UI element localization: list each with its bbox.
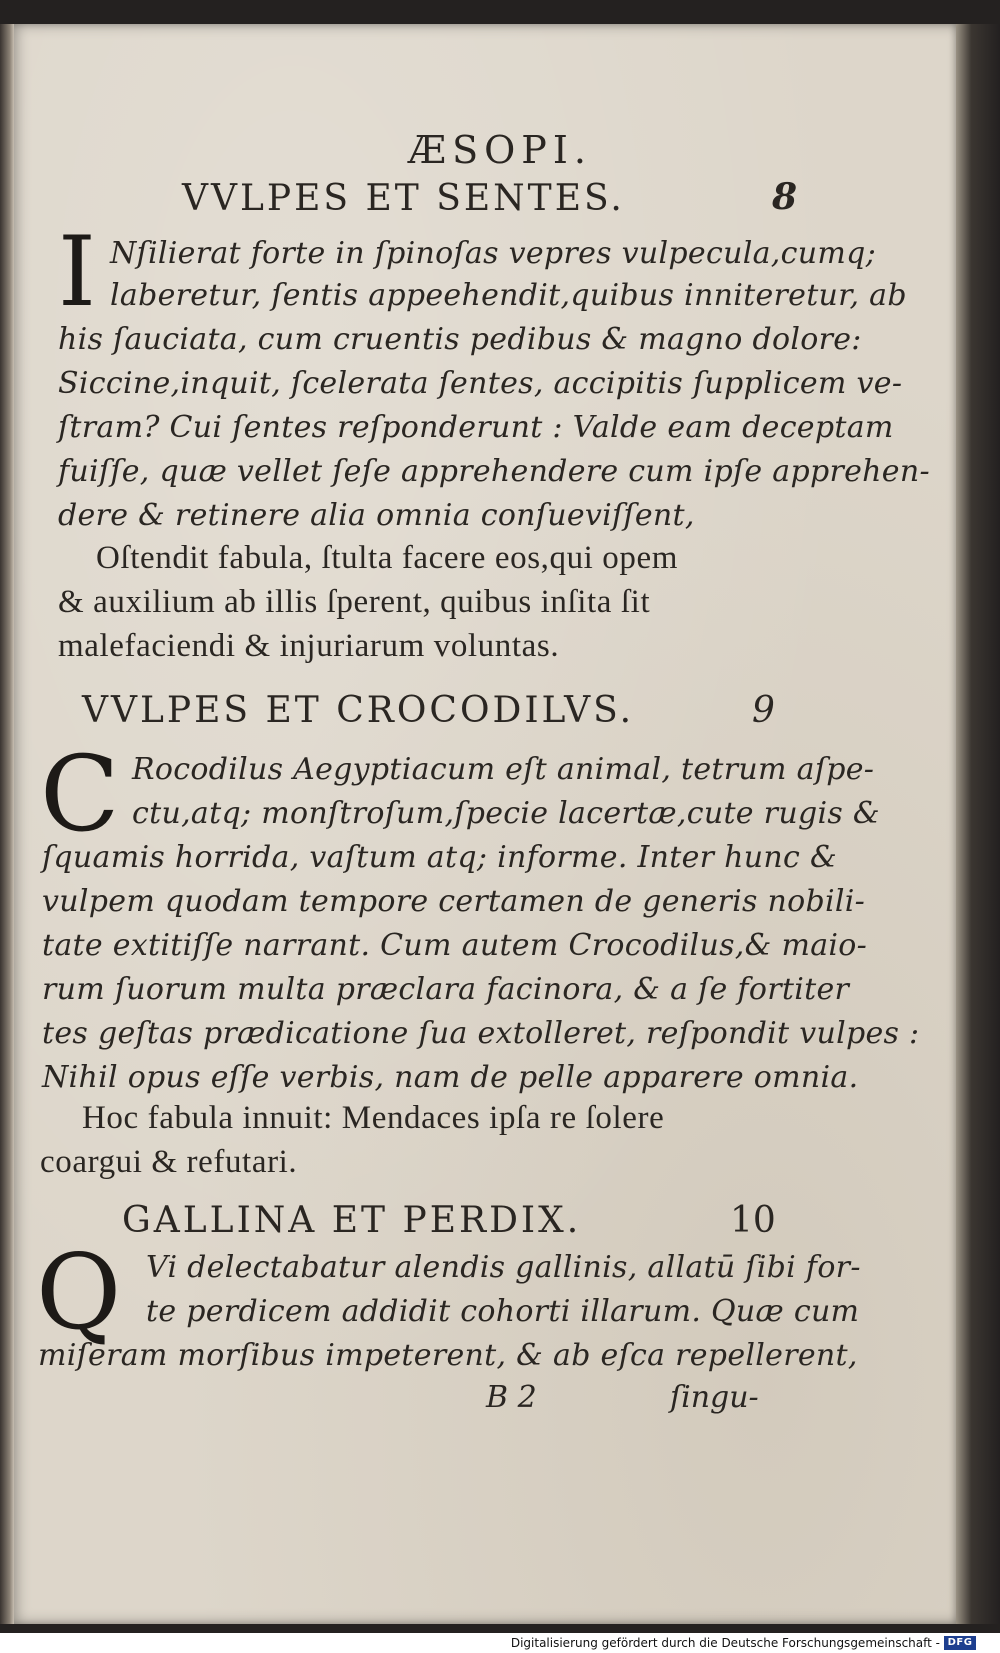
- text-line: Vi delectabatur alendis gallinis, allatū ſibi for-: [146, 1250, 861, 1285]
- moral-line: coargui & refutari.: [40, 1144, 298, 1180]
- moral-line: Hoc fabula innuit: Mendaces ipſa re ſolere: [82, 1100, 665, 1136]
- text-line: rum ſuorum multa præclara facinora, & a ſe fortiter: [42, 972, 850, 1007]
- fable-title: GALLINA ET PERDIX.: [122, 1200, 582, 1241]
- text-line: vulpem quodam tempore certamen de generis nobili-: [42, 884, 866, 919]
- text-line: ſtram? Cui ſentes reſponderunt : Valde eam deceptam: [58, 410, 894, 445]
- signature-mark: B 2: [486, 1380, 537, 1415]
- running-head: ÆSOPI.: [408, 128, 592, 172]
- dfg-logo: DFG: [944, 1636, 976, 1650]
- text-line: ſquamis horrida, vaſtum atq; informe. Inter hunc &: [42, 840, 837, 875]
- moral-line: Oſtendit fabula, ſtulta facere eos,qui opem: [96, 540, 679, 576]
- text-line: laberetur, ſentis appeehendit,quibus inniteretur, ab: [110, 278, 907, 313]
- text-line: fuiſſe, quæ vellet ſeſe apprehendere cum ipſe apprehen-: [58, 454, 930, 489]
- text-line: te perdicem addidit cohorti illarum. Quæ cum: [146, 1294, 860, 1329]
- fable-number: 9: [752, 690, 775, 731]
- text-line: Nihil opus eſſe verbis, nam de pelle apparere omnia.: [42, 1060, 859, 1095]
- text-line: Rocodilus Aegyptiacum eſt animal, tetrum aſpe-: [132, 752, 875, 787]
- text-line: Nſilierat forte in ſpinoſas vepres vulpecula,cumq;: [110, 236, 876, 271]
- text-line: tes geſtas prædicatione ſua extolleret, reſpondit vulpes :: [42, 1016, 920, 1051]
- fable-number: 8: [772, 176, 798, 218]
- fable-title: VVLPES ET CROCODILVS.: [82, 690, 635, 731]
- text-line: tate extitiſſe narrant. Cum autem Crocodilus,& maio-: [42, 928, 868, 963]
- fable-number: 10: [730, 1200, 776, 1241]
- drop-capital: C: [40, 733, 120, 855]
- text-line: ctu,atq; monſtroſum,ſpecie lacertæ,cute rugis &: [132, 796, 880, 831]
- text-line: dere & retinere alia omnia conſueviſſent,: [58, 498, 695, 533]
- text-line: Siccine,inquit, ſcelerata ſentes, accipitis ſupplicem ve-: [58, 366, 903, 401]
- text-line: his ſauciata, cum cruentis pedibus & magno dolore:: [58, 322, 862, 357]
- moral-line: & auxilium ab illis ſperent, quibus inſita ſit: [58, 584, 651, 620]
- page-edge: [956, 24, 1000, 1624]
- drop-capital: I: [58, 216, 96, 328]
- catchword: ſingu-: [670, 1380, 759, 1415]
- moral-line: malefaciendi & injuriarum voluntas.: [58, 628, 560, 664]
- page-gutter: [0, 24, 14, 1624]
- text-line: miſeram morſibus impeterent, & ab eſca repellerent,: [38, 1338, 858, 1373]
- funding-credit: Digitalisierung gefördert durch die Deutsche Forschungsgemeinschaft -: [510, 1636, 940, 1650]
- fable-title: VVLPES ET SENTES.: [182, 178, 625, 219]
- drop-capital: Q: [36, 1231, 122, 1353]
